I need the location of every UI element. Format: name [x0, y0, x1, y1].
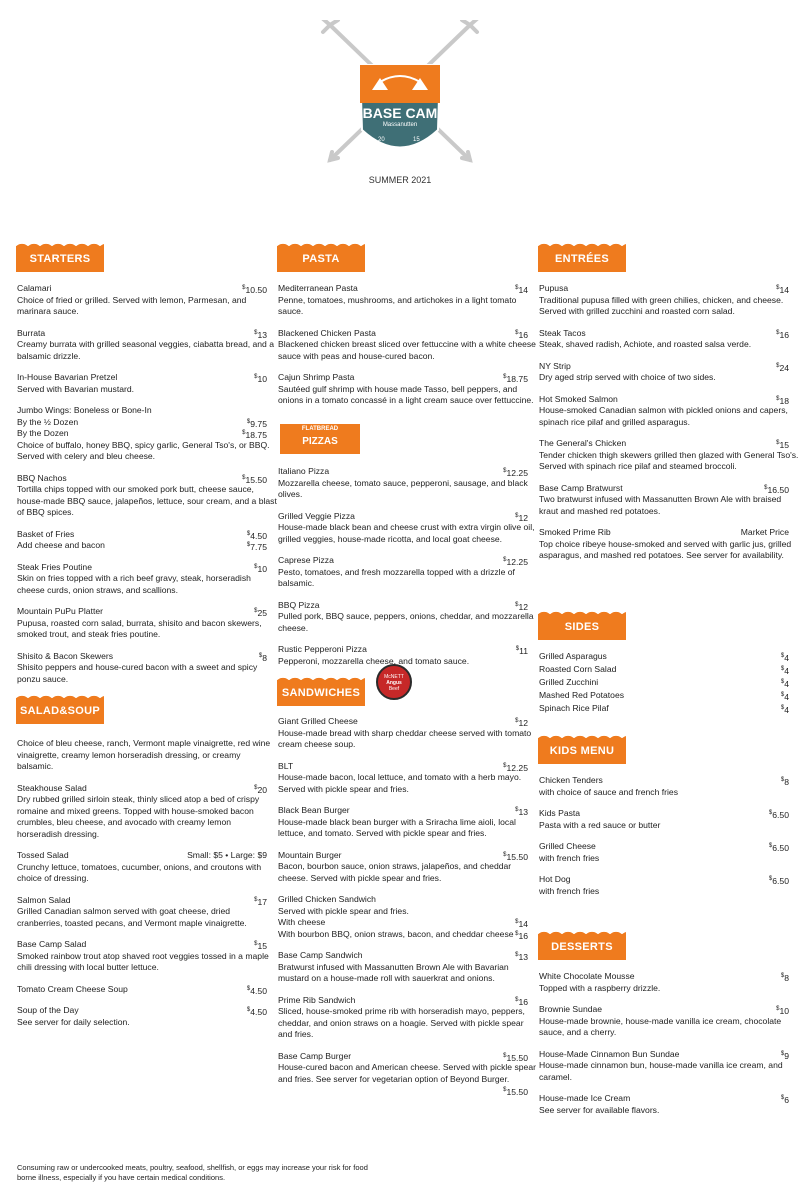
item-name: NY Strip [539, 360, 571, 371]
menu-item [539, 527, 799, 562]
logo-year-left: 20 [378, 137, 385, 143]
item-title-line [539, 971, 799, 983]
menu-item [278, 555, 538, 590]
item-description: Sautéed gulf shrimp with house made Tasso, bell peppers, and onions in a tomato concassé in a light cream sauce over fettuccine. [278, 383, 534, 405]
item-name: BLT [278, 760, 294, 771]
angus-badge-line1: McNETT [384, 674, 404, 680]
flatbread-label: FLATBREAD [301, 426, 339, 432]
menu-item [17, 405, 277, 463]
item-name: Burrata [17, 327, 46, 338]
item-name: Soup of the Day [17, 1005, 79, 1015]
sandwich-list [278, 716, 538, 1107]
item-name: Steak Tacos [539, 327, 586, 338]
item-price: $15 [254, 940, 267, 951]
item-price: $15.50 [242, 474, 267, 485]
item-title-line [539, 775, 799, 787]
item-name: Caprese Pizza [278, 555, 334, 565]
menu-item [539, 775, 799, 798]
salad-soup-banner: SALAD&SOUP [16, 698, 104, 724]
item-name: Calamari [17, 283, 52, 293]
menu-item [539, 1093, 799, 1116]
item-title-line [539, 690, 799, 702]
item-title-line [539, 361, 799, 373]
menu-item [278, 761, 538, 796]
item-price: $7.75 [246, 541, 267, 552]
menu-item [539, 361, 799, 384]
item-price: $10.50 [242, 284, 267, 295]
item-description: Smoked rainbow trout atop shaved root veggies tossed in a maple chili dressing with local butter lettuce. [17, 950, 269, 972]
item-title-line [17, 562, 277, 574]
item-title-line [17, 328, 277, 340]
item-name: Kids Pasta [539, 808, 581, 818]
item-title-line [278, 850, 538, 862]
item-price: $14 [776, 284, 789, 295]
item-description: Penne, tomatoes, mushrooms, and artichokes in a light tomato sauce. [278, 294, 517, 316]
item-price: $4.50 [246, 1006, 267, 1017]
sandwiches-banner: SANDWICHES [277, 680, 365, 706]
menu-item [17, 984, 277, 996]
item-title-line [278, 511, 538, 523]
item-description: with french fries [539, 852, 600, 863]
item-name: Steakhouse Salad [17, 782, 87, 793]
menu-item [278, 805, 538, 840]
item-name: Base Camp Bratwurst [539, 482, 623, 493]
item-description: Steak, shaved radish, Achiote, and roasted salsa verde. [539, 339, 752, 349]
menu-item [539, 438, 799, 473]
item-price: $11 [515, 645, 528, 656]
item-name: Italiano Pizza [278, 466, 330, 476]
item-price: $16 [776, 329, 789, 340]
item-name: Salmon Salad [17, 894, 71, 905]
item-price: $10 [254, 373, 267, 384]
item-title-line [539, 483, 799, 495]
item-title-line [17, 473, 277, 485]
pizzas-label: PIZZAS [302, 436, 338, 447]
option-label: With bourbon BBQ, onion straws, bacon, and cheddar cheese [278, 928, 514, 939]
menu-item [17, 372, 277, 395]
menu-item [278, 716, 538, 751]
item-option [17, 428, 277, 440]
menu-item [278, 850, 538, 885]
entree-list [539, 283, 799, 572]
item-name: Grilled Cheese [539, 841, 596, 851]
item-price: $6 [780, 1094, 789, 1105]
menu-item [539, 971, 799, 994]
menu-item [278, 950, 538, 985]
menu-item [17, 1005, 277, 1028]
item-price: $8 [258, 652, 267, 663]
item-price: $4.50 [246, 530, 267, 541]
item-price: $13 [254, 329, 267, 340]
item-price: $16 [515, 329, 528, 340]
item-name: Hot Dog [539, 874, 571, 884]
menu-item [278, 995, 538, 1041]
item-price: $9.75 [246, 418, 267, 429]
angus-badge-line3: Beef [388, 686, 400, 692]
item-name: Grilled Chicken Sandwich [278, 894, 376, 904]
item-description: House-made black bean burger with a Sriracha lime aioli, local lettuce, and tomato. Served with pickle spear and fries. [278, 816, 516, 838]
item-name: Roasted Corn Salad [539, 664, 617, 674]
item-title-line [539, 1004, 799, 1016]
item-description: Pepperoni, mozzarella cheese, and tomato sauce. [278, 655, 470, 666]
item-title-line [278, 1051, 538, 1063]
item-name: Mountain Burger [278, 849, 342, 860]
item-name: Grilled Veggie Pizza [278, 510, 355, 521]
item-price: Market Price [740, 527, 789, 537]
menu-item [539, 394, 799, 429]
item-name: Prime Rib Sandwich [278, 994, 356, 1005]
item-title-line [278, 644, 538, 656]
item-title-line [278, 283, 538, 295]
sides-list [539, 651, 799, 716]
item-price: $17 [254, 896, 267, 907]
item-price: $18.75 [242, 429, 267, 440]
item-name: Jumbo Wings: Boneless or Bone-In [17, 405, 152, 415]
item-title-line [278, 995, 538, 1007]
item-description: with choice of sauce and french fries [539, 786, 679, 797]
base-camp-logo [320, 20, 480, 180]
item-name: BBQ Pizza [278, 599, 320, 610]
logo-year-right: 15 [413, 137, 420, 143]
item-description: Grilled Canadian salmon served with goat cheese, dried cranberries, toasted pecans, and Vermont maple vinaigrette. [17, 906, 247, 928]
item-description: See server for daily selection. [17, 1016, 130, 1027]
item-description: House-smoked Canadian salmon with pickled onions and capers, spinach rice pilaf and grilled asparagus. [539, 405, 788, 427]
item-title-line [278, 761, 538, 773]
item-price: $15.50 [503, 851, 528, 862]
menu-item [539, 874, 799, 897]
salad-dressing-note: Choice of bleu cheese, ranch, Vermont maple vinaigrette, red wine vinaigrette, creamy lemon horseradish dressing, or creamy balsamic. [17, 738, 271, 771]
dessert-list [539, 971, 799, 1126]
item-price: $4.50 [246, 985, 267, 996]
menu-item [278, 1051, 538, 1097]
item-name: Mashed Red Potatoes [539, 690, 625, 700]
option-label: By the ½ Dozen [17, 416, 79, 427]
item-title-line [539, 1049, 799, 1061]
menu-item [539, 1049, 799, 1084]
item-description: Mozzarella cheese, tomato sauce, pepperoni, sausage, and black olives. [278, 477, 528, 499]
item-name: Black Bean Burger [278, 805, 350, 815]
item-description: Pesto, tomatoes, and fresh mozzarella topped with a drizzle of balsamic. [278, 566, 515, 588]
season-label: SUMMER 2021 [368, 175, 432, 185]
option-label: Add cheese and bacon [17, 540, 105, 550]
angus-badge-line2: Angus [386, 680, 402, 686]
item-option [278, 929, 538, 941]
item-option [17, 540, 277, 552]
item-price: $12 [515, 512, 528, 523]
item-price: $20 [254, 784, 267, 795]
item-title-line [278, 466, 538, 478]
item-name: Mediterranean Pasta [278, 283, 358, 293]
item-name: Chicken Tenders [539, 775, 603, 785]
item-title-line [278, 600, 538, 612]
item-title-line [17, 850, 277, 862]
item-price: $15.50 [503, 1086, 528, 1097]
item-price: $15 [776, 439, 789, 450]
option-label: With cheese [278, 917, 326, 927]
item-name: Spinach Rice Pilaf [539, 703, 609, 713]
item-title-line [17, 529, 277, 541]
item-description: Pupusa, roasted corn salad, burrata, shisito and bacon skewers, smoked trout, and steak fries poutine. [17, 617, 262, 639]
salad-soup-list [17, 738, 277, 1038]
item-title-line [539, 438, 799, 450]
item-price: $8 [780, 776, 789, 787]
menu-item [17, 328, 277, 363]
menu-item [278, 466, 538, 501]
menu-item [539, 677, 799, 689]
item-name: The General's Chicken [539, 438, 627, 448]
sides-banner: SIDES [538, 614, 626, 640]
item-title-line [17, 606, 277, 618]
logo-subtitle: Massanutten [382, 122, 418, 128]
item-name: House-Made Cinnamon Bun Sundae [539, 1048, 680, 1059]
item-title-line [278, 950, 538, 962]
menu-item [539, 808, 799, 831]
menu-item [539, 841, 799, 864]
item-name: White Chocolate Mousse [539, 971, 635, 981]
item-title-line [539, 283, 799, 295]
item-price: $25 [254, 607, 267, 618]
menu-item [17, 283, 277, 318]
item-title-line [278, 805, 538, 817]
item-price: $12.25 [503, 762, 528, 773]
item-description: Topped with a raspberry drizzle. [539, 982, 661, 993]
starters-list [17, 283, 277, 695]
kids-menu-banner: KIDS MENU [538, 738, 626, 764]
item-title-line [539, 527, 799, 539]
item-title-line [278, 894, 538, 906]
item-price: $8 [780, 972, 789, 983]
item-price: $13 [515, 806, 528, 817]
item-price: $12 [515, 717, 528, 728]
pasta-list [278, 283, 538, 417]
item-name: Blackened Chicken Pasta [278, 327, 376, 338]
item-name: Pupusa [539, 283, 569, 293]
item-title-line [17, 405, 277, 417]
item-price: $6.50 [768, 809, 789, 820]
item-name: Shisito & Bacon Skewers [17, 650, 114, 661]
entrees-banner: ENTRÉES [538, 246, 626, 272]
item-price: $6.50 [768, 875, 789, 886]
starters-banner: STARTERS [16, 246, 104, 272]
item-title-line [539, 677, 799, 689]
item-price: $4 [780, 665, 789, 676]
menu-item [17, 529, 277, 552]
item-description: Creamy burrata with grilled seasonal veggies, ciabatta bread, and a balsamic drizzle. [17, 339, 275, 361]
menu-item [539, 690, 799, 702]
item-price: $10 [776, 1005, 789, 1016]
item-option [278, 917, 538, 929]
item-title-line [539, 874, 799, 886]
item-price: $10 [254, 563, 267, 574]
item-name: In-House Bavarian Pretzel [17, 372, 118, 382]
item-price: $12.25 [503, 556, 528, 567]
menu-item [17, 850, 277, 885]
item-description: Tender chicken thigh skewers grilled then glazed with General Tso's. Served with spinach rice pilaf and steamed broccoli. [539, 449, 799, 471]
item-description: Pasta with a red sauce or butter [539, 819, 661, 830]
menu-item [17, 895, 277, 930]
item-price: $16 [515, 930, 528, 941]
item-name: Base Camp Salad [17, 939, 87, 949]
item-option [17, 417, 277, 429]
item-name: Basket of Fries [17, 528, 75, 539]
menu-item [278, 328, 538, 363]
item-price: $16.50 [764, 484, 789, 495]
item-name: Brownie Sundae [539, 1004, 603, 1014]
item-description: Crunchy lettuce, tomatoes, cucumber, onions, and croutons with choice of dressing. [17, 861, 262, 883]
item-description: Dry rubbed grilled sirloin steak, thinly sliced atop a bed of crispy romaine and mixed greens. Topped with house-smoked bacon crumbles, bleu cheese, and avocado with creamy lemon horseradish dressing. [17, 794, 260, 839]
item-title-line [17, 372, 277, 384]
item-description: Traditional pupusa filled with green chilies, chicken, and cheese. Served with grilled zucchini and roasted corn salad. [539, 294, 784, 316]
item-title-line [17, 984, 277, 996]
item-description: Tortilla chips topped with our smoked pork butt, cheese sauce, house-made BBQ sauce, jalapeños, lettuce, sour cream, and a blast of BBQ spices. [17, 484, 277, 517]
pasta-banner: PASTA [277, 246, 365, 272]
item-description: Bacon, bourbon sauce, onion straws, jalapeños, and cheddar cheese. Served with pickle spear and fries. [278, 861, 512, 883]
item-description: Dry aged strip served with choice of two sides. [539, 372, 716, 382]
item-name: Mountain PuPu Platter [17, 606, 103, 616]
item-title-line [539, 394, 799, 406]
item-name: Smoked Prime Rib [539, 527, 611, 537]
crossed-arrows-icon [320, 20, 480, 180]
item-name: Steak Fries Poutine [17, 561, 92, 572]
item-description: See server for available flavors. [539, 1104, 660, 1115]
item-price: $4 [780, 704, 789, 715]
menu-item [539, 283, 799, 318]
menu-item [17, 606, 277, 641]
item-price: $18.75 [503, 373, 528, 384]
item-title-line [539, 808, 799, 820]
item-title-line [278, 716, 538, 728]
item-description: Choice of buffalo, honey BBQ, spicy garlic, General Tso's, or BBQ. Served with celery and bleu cheese. [17, 439, 270, 461]
item-price: $13 [515, 951, 528, 962]
item-title-line [539, 328, 799, 340]
item-description: House-made bread with sharp cheddar cheese served with tomato cream cheese soup. [278, 727, 532, 749]
item-price: $18 [776, 395, 789, 406]
item-name: Base Camp Sandwich [278, 950, 363, 960]
item-title-line [278, 555, 538, 567]
menu-item [17, 651, 277, 686]
item-description: House-made cinnamon bun, house-made vanilla ice cream, and caramel. [539, 1060, 783, 1082]
menu-item [278, 511, 538, 546]
item-title-line [17, 783, 277, 795]
item-name: Giant Grilled Cheese [278, 716, 358, 726]
menu-item [17, 562, 277, 597]
item-title-line [17, 895, 277, 907]
item-title-line [17, 1005, 277, 1017]
item-price: Small: $5 • Large: $9 [187, 850, 267, 860]
item-description: House-made brownie, house-made vanilla ice cream, chocolate sauce, and a cherry. [539, 1015, 782, 1037]
menu-item [278, 644, 538, 667]
item-description: Blackened chicken breast sliced over fettuccine with a white cheese sauce with peas and house-cured bacon. [278, 339, 536, 361]
item-name: BBQ Nachos [17, 472, 67, 483]
logo-title: BASE CAM [362, 105, 438, 121]
food-safety-disclaimer: Consuming raw or undercooked meats, poultry, seafood, shellfish, or eggs may increase your risk for food borne illness, especially if you have certain medical conditions. [17, 1163, 368, 1182]
menu-item [17, 783, 277, 841]
item-name: Grilled Zucchini [539, 677, 599, 687]
item-price: $12 [515, 601, 528, 612]
item-title-line [278, 328, 538, 340]
menu-item [278, 372, 538, 407]
item-description: Bratwurst infused with Massanutten Brown Ale with Bavarian mustard on a house-made roll with sauerkrat and onions. [278, 961, 509, 983]
item-name: Tossed Salad [17, 850, 69, 860]
item-description: House-cured bacon and American cheese. Served with pickle spear and fries. See server for vegetarian option of Beyond Burger. [278, 1062, 536, 1084]
item-price: $15.50 [503, 1052, 528, 1063]
menu-item [278, 600, 538, 635]
pizzas-banner [280, 424, 360, 454]
menu-item [17, 473, 277, 519]
item-description: Skin on fries topped with a rich beef gravy, steak, horseradish cheese curds, onion straws, and scallions. [17, 573, 251, 595]
menu-item [278, 894, 538, 940]
menu-item [278, 283, 538, 318]
item-price: $12.25 [503, 467, 528, 478]
item-description: Two bratwurst infused with Massanutten Brown Ale with braised kraut and mashed red potatoes. [539, 494, 782, 516]
item-name: Base Camp Burger [278, 1050, 352, 1061]
kids-list [539, 775, 799, 907]
item-description: Sliced, house-smoked prime rib with horseradish mayo, peppers, cheddar, and onion straws on a hoagie. Served with pickle spear and fries. [278, 1006, 525, 1039]
item-name: Tomato Cream Cheese Soup [17, 983, 128, 994]
item-name: Cajun Shrimp Pasta [278, 372, 355, 382]
item-option [278, 1085, 538, 1097]
item-price: $14 [515, 918, 528, 929]
item-price: $4 [780, 678, 789, 689]
menu-item [539, 651, 799, 663]
option-label: By the Dozen [17, 428, 69, 438]
item-title-line [278, 372, 538, 384]
item-price: $6.50 [768, 842, 789, 853]
menu-item [539, 703, 799, 715]
menu-item [539, 664, 799, 676]
item-name: Rustic Pepperoni Pizza [278, 644, 367, 654]
item-title-line [539, 1093, 799, 1105]
item-title-line [17, 939, 277, 951]
item-name: House-made Ice Cream [539, 1093, 631, 1103]
item-name: Hot Smoked Salmon [539, 393, 618, 404]
item-description: Served with pickle spear and fries. [278, 905, 409, 916]
pizza-list [278, 466, 538, 677]
item-name: Grilled Asparagus [539, 651, 607, 661]
menu-item [539, 1004, 799, 1039]
item-description: Pulled pork, BBQ sauce, peppers, onions, cheddar, and mozzarella cheese. [278, 611, 534, 633]
item-price: $24 [776, 362, 789, 373]
item-description: House-made bacon, local lettuce, and tomato with a herb mayo. Served with pickle spear and fries. [278, 772, 522, 794]
menu-item [539, 328, 799, 351]
item-title-line [539, 664, 799, 676]
item-title-line [539, 841, 799, 853]
item-description: Top choice ribeye house-smoked and served with garlic jus, grilled asparagus, and mashed red potatoes. See server for availability. [539, 538, 792, 560]
item-description: Served with Bavarian mustard. [17, 383, 135, 394]
item-price: $4 [780, 691, 789, 702]
item-title-line [17, 283, 277, 295]
desserts-banner: DESSERTS [538, 934, 626, 960]
item-price: $14 [515, 284, 528, 295]
item-description: Shisito peppers and house-cured bacon with a sweet and spicy ponzu sauce. [17, 662, 258, 684]
menu-item [17, 939, 277, 974]
item-title-line [539, 651, 799, 663]
item-description: House-made black bean and cheese crust with extra virgin olive oil, grilled veggies, house-made ricotta, and local goat cheese. [278, 522, 535, 544]
item-price: $4 [780, 652, 789, 663]
item-description: Choice of fried or grilled. Served with lemon, Parmesan, and marinara sauce. [17, 294, 247, 316]
item-title-line [17, 651, 277, 663]
item-description: with french fries [539, 885, 600, 896]
item-price: $16 [515, 996, 528, 1007]
item-title-line [539, 703, 799, 715]
menu-item [539, 483, 799, 518]
item-price: $9 [780, 1050, 789, 1061]
